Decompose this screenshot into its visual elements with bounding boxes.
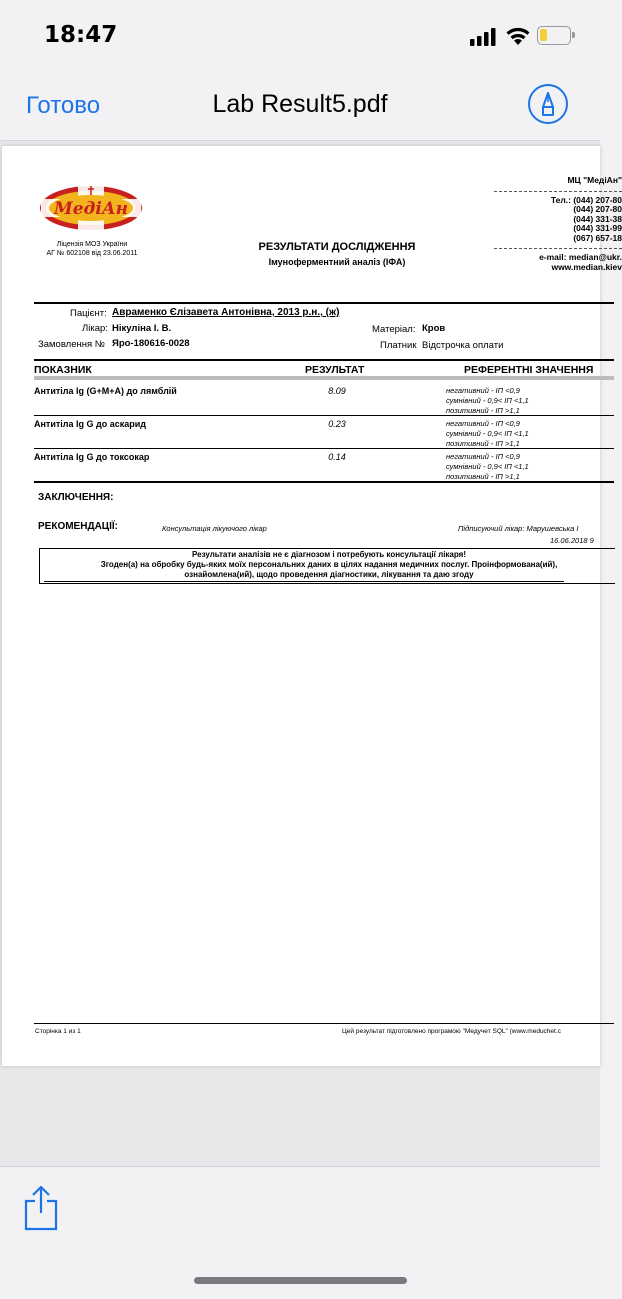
phone-4: (044) 331-99 xyxy=(573,223,622,233)
conclusion-label: ЗАКЛЮЧЕННЯ: xyxy=(38,492,114,503)
doctor-value: Нікуліна І. В. xyxy=(112,323,172,334)
material-value: Кров xyxy=(422,323,446,334)
row-1-indicator: Антитіла Ig (G+M+A) до лямблій xyxy=(34,386,177,396)
notice-line-3: ознайомлена(ий), щодо проведення діагностики, лікування та даю згоду xyxy=(184,570,474,579)
done-button[interactable]: Готово xyxy=(26,92,101,119)
row-2-indicator: Антитіла Ig G до аскарид xyxy=(34,419,146,429)
status-bar xyxy=(0,0,600,72)
footer-divider xyxy=(34,1023,614,1024)
markup-button[interactable] xyxy=(528,84,568,124)
phone-1: (044) 207-80 xyxy=(573,194,622,205)
battery-icon xyxy=(537,26,571,45)
clinic-website: www.median.kiev xyxy=(551,261,622,272)
row-2-result: 0.23 xyxy=(328,419,346,429)
bottom-toolbar xyxy=(0,1166,600,1299)
notice-line-1: Результати аналізів не є діагнозом і потребують консультації лікаря! xyxy=(192,550,466,559)
row-2-reference: негативний - ІП <0,9 сумнівний - 0,9< ІП <1,1 позитивний - ІП >1,1 xyxy=(446,419,529,448)
wifi-icon xyxy=(505,26,531,46)
material-label: Матеріал: xyxy=(372,324,416,335)
report-heading: РЕЗУЛЬТАТИ ДОСЛІДЖЕННЯ xyxy=(258,241,416,253)
header-divider xyxy=(34,302,614,304)
pdf-page xyxy=(2,146,622,1066)
row-3-reference: негативний - ІП <0,9 сумнівний - 0,9< ІП <1,1 позитивний - ІП >1,1 xyxy=(446,452,529,481)
home-indicator[interactable] xyxy=(194,1277,407,1284)
report-subheading: Імуноферментний аналіз (ІФА) xyxy=(268,257,406,267)
patient-label: Пацієнт: xyxy=(70,308,107,319)
status-time: 18:47 xyxy=(44,22,118,48)
clinic-contacts xyxy=(482,176,622,272)
signing-date: 16.06.2018 9 xyxy=(550,536,594,545)
row-3-result: 0.14 xyxy=(328,452,346,462)
table-bottom-divider xyxy=(34,481,614,483)
recommendations-label: РЕКОМЕНДАЦІЇ: xyxy=(38,521,118,532)
column-header-reference: РЕФЕРЕНТНІ ЗНАЧЕННЯ xyxy=(464,364,594,376)
notice-line-2: Згоден(а) на обробку будь-яких моїх персональних даних в цілях надання медичних послуг. Проінформована(ий), xyxy=(100,560,558,569)
signing-doctor: Підписуючий лікар: Марушевська І xyxy=(458,524,579,533)
license-info: Ліцензія МОЗ України АГ № 602108 від 23.06.2011 xyxy=(46,241,138,257)
share-icon[interactable] xyxy=(24,1185,58,1231)
table-top-divider xyxy=(34,359,614,361)
phone-3: (044) 331-38 xyxy=(573,213,622,224)
footer-note: Цей результат підготовлено програмою "Медучет SQL" (www.meduchet.c xyxy=(342,1028,561,1035)
logo-text: МедіАн xyxy=(53,199,129,219)
column-header-indicator: ПОКАЗНИК xyxy=(34,364,92,376)
row-3-indicator: Антитіла Ig G до токсокар xyxy=(34,452,150,462)
row-divider xyxy=(34,448,614,449)
patient-value: Авраменко Єлізавета Антонівна, 2013 р.н., (ж) xyxy=(112,307,340,318)
consent-signature-line xyxy=(44,581,564,582)
navigation-bar xyxy=(0,72,600,141)
order-label: Замовлення № xyxy=(38,339,105,350)
column-header-result: РЕЗУЛЬТАТ xyxy=(305,364,365,376)
clinic-name: МЦ "МедіАн" xyxy=(567,175,622,185)
markup-pen-icon xyxy=(530,86,566,122)
payer-label: Платник xyxy=(380,340,417,351)
phone-label: Тел.: xyxy=(550,194,571,205)
row-divider xyxy=(34,415,614,416)
row-1-reference: негативний - ІП <0,9 сумнівний - 0,9< ІП <1,1 позитивний - ІП >1,1 xyxy=(446,386,529,415)
order-value: Яро-180616-0028 xyxy=(112,338,190,349)
cellular-signal-icon xyxy=(470,28,498,46)
phone-2: (044) 207-80 xyxy=(573,204,622,214)
document-viewer[interactable] xyxy=(0,141,622,1166)
row-1-result: 8.09 xyxy=(328,386,346,396)
phone-5: (067) 657-18 xyxy=(573,232,622,243)
median-logo xyxy=(38,181,144,233)
doctor-label: Лікар: xyxy=(82,323,108,334)
clinic-email: e-mail: median@ukr. xyxy=(539,252,622,262)
page-counter: Сторінка 1 из 1 xyxy=(35,1028,81,1035)
document-title: Lab Result5.pdf xyxy=(212,90,388,118)
recommendations-text: Консультація лікуючого лікар xyxy=(162,524,267,533)
payer-value: Відстрочка оплати xyxy=(422,340,504,351)
table-header-bar xyxy=(34,376,614,380)
